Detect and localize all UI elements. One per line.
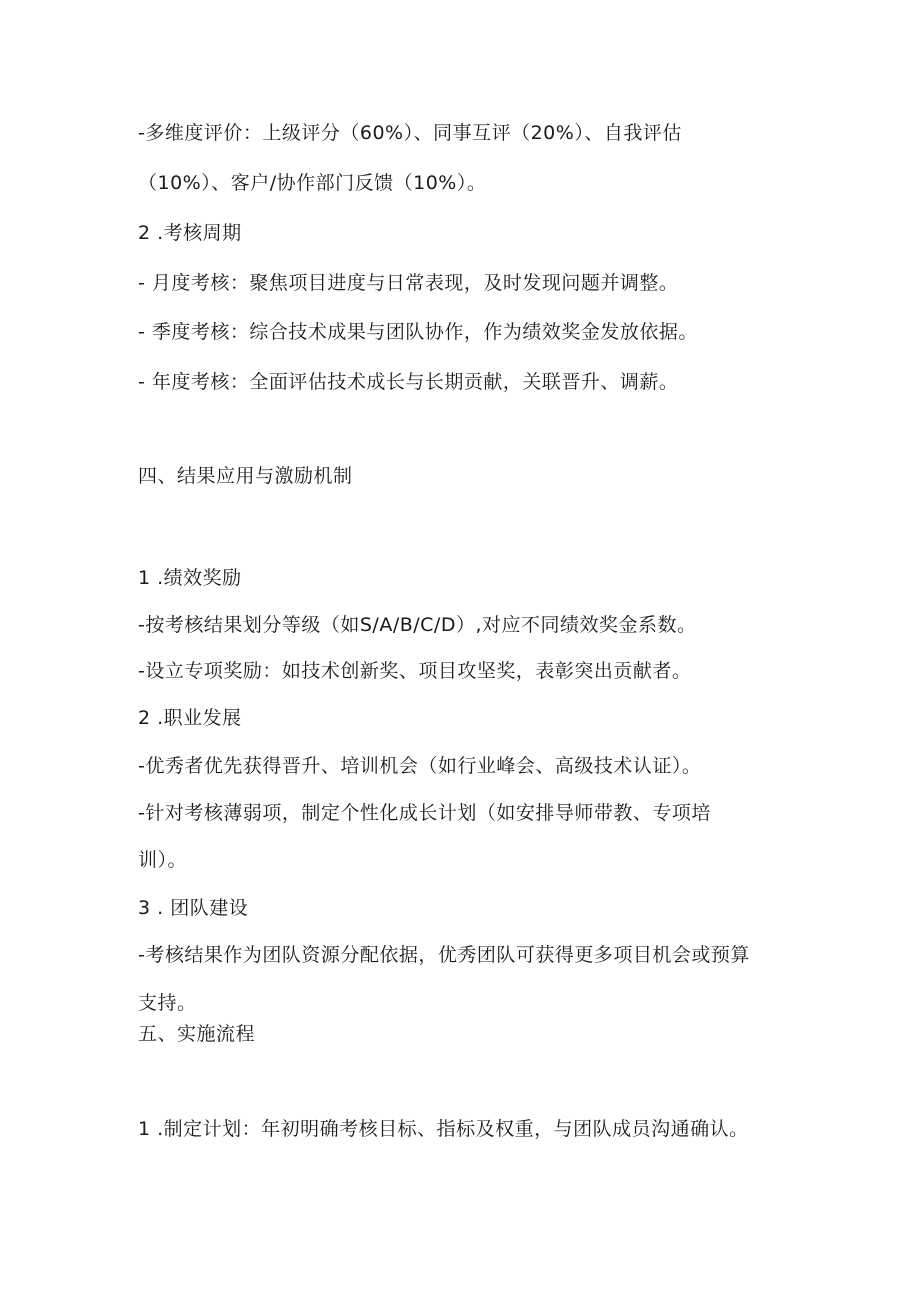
growth-plan-line-1: -针对考核薄弱项，制定个性化成长计划（如安排导师带教、专项培 (138, 802, 711, 824)
section-heading-performance-reward: 1 .绩效奖励 (138, 567, 242, 589)
chapter-heading-implementation-process: 五、实施流程 (138, 1023, 256, 1045)
promotion-item: -优秀者优先获得晋升、培训机会（如行业峰会、高级技术认证）。 (138, 755, 702, 777)
multi-dimension-evaluation-line-1: -多维度评价：上级评分（60%）、同事互评（20%）、自我评估 (138, 122, 682, 144)
quarterly-review-item: - 季度考核：综合技术成果与团队协作，作为绩效奖金发放依据。 (138, 321, 698, 343)
resource-allocation-line-2: 支持。 (138, 992, 197, 1014)
resource-allocation-line-1: -考核结果作为团队资源分配依据，优秀团队可获得更多项目机会或预算 (138, 944, 750, 966)
section-heading-review-cycle: 2 .考核周期 (138, 222, 242, 244)
plan-formulation-item: 1 .制定计划：年初明确考核目标、指标及权重，与团队成员沟通确认。 (138, 1118, 749, 1140)
section-heading-career-development: 2 .职业发展 (138, 707, 242, 729)
multi-dimension-evaluation-line-2: （10%）、客户/协作部门反馈（10%）。 (138, 172, 487, 194)
monthly-review-item: - 月度考核：聚焦项目进度与日常表现，及时发现问题并调整。 (138, 272, 679, 294)
grading-item: -按考核结果划分等级（如S/A/B/C/D）,对应不同绩效奖金系数。 (138, 614, 697, 636)
chapter-heading-results-application: 四、结果应用与激励机制 (138, 465, 353, 487)
annual-review-item: - 年度考核：全面评估技术成长与长期贡献，关联晋升、调薪。 (138, 371, 679, 393)
special-reward-item: -设立专项奖励：如技术创新奖、项目攻坚奖，表彰突出贡献者。 (138, 660, 692, 682)
section-heading-team-building: 3 . 团队建设 (138, 897, 249, 919)
growth-plan-line-2: 训）。 (138, 849, 188, 871)
